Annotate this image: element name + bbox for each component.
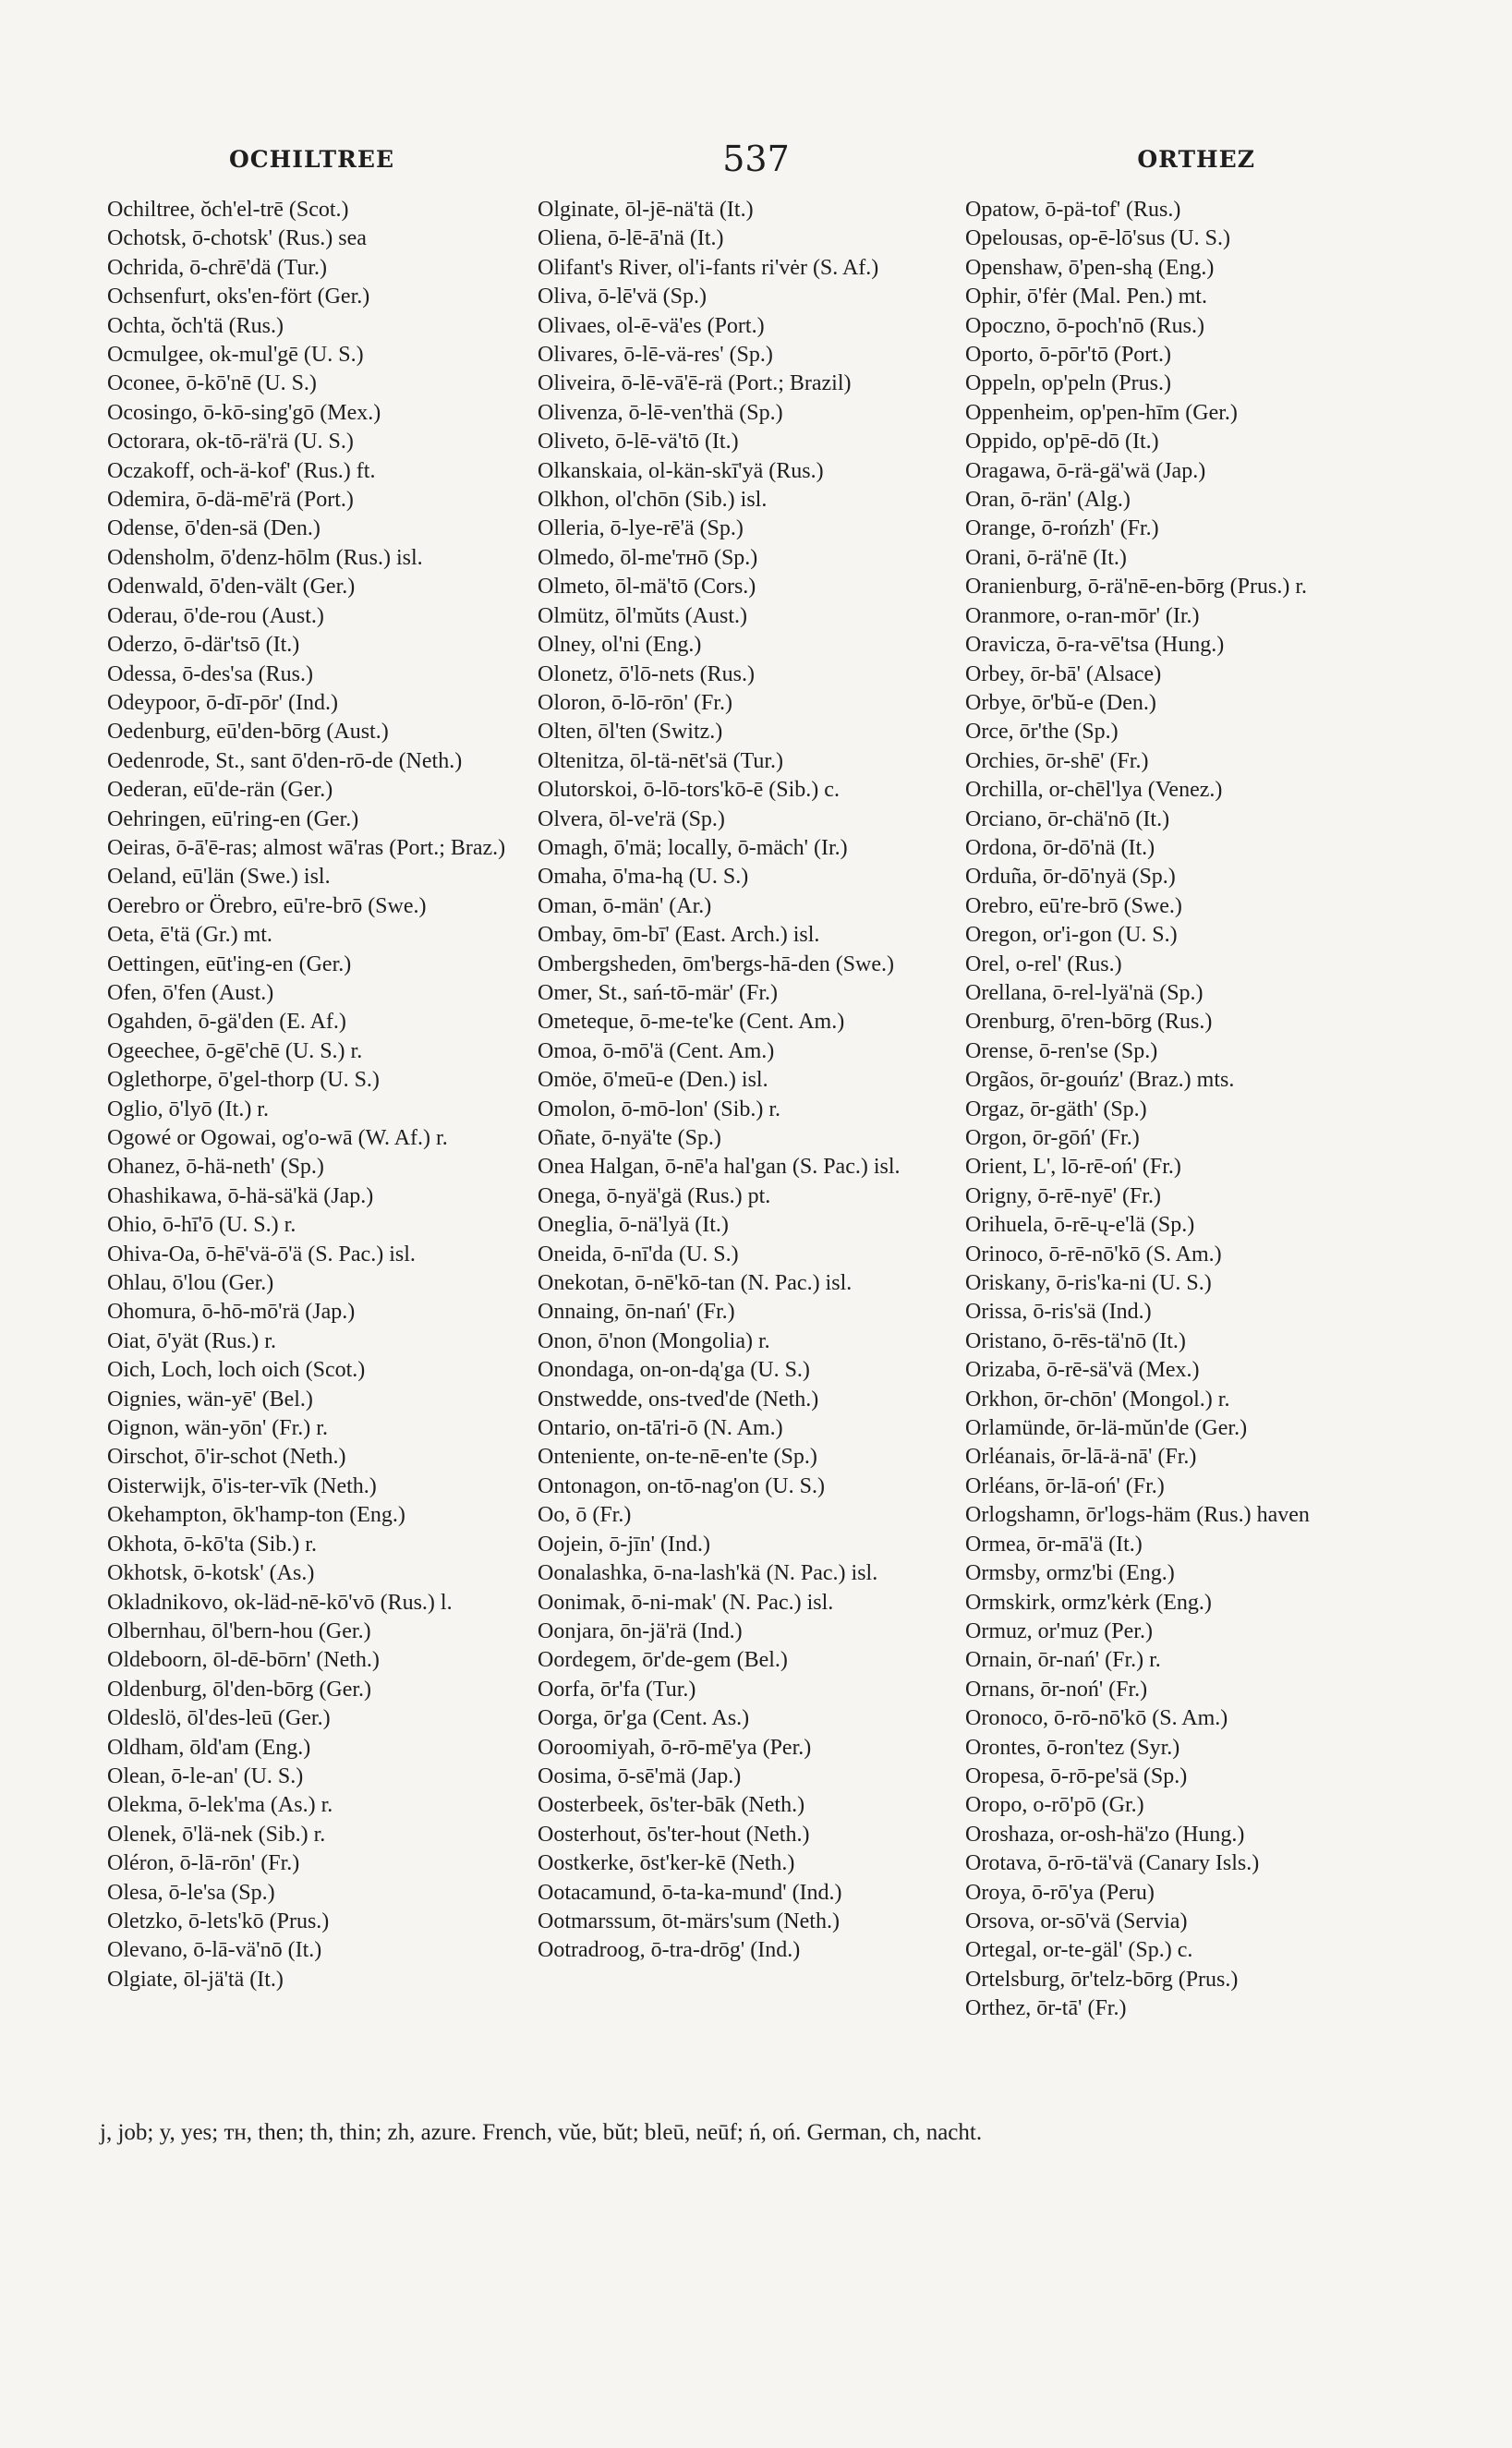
gazetteer-entry: Olmedo, ōl-me'ᴛʜō (Sp.) [538, 545, 758, 570]
gazetteer-entry: Ometeque, ō-me-te'ke (Cent. Am.) [538, 1010, 845, 1035]
gazetteer-entry: Ortelsburg, ōr'telz-bōrg (Prus.) [965, 1967, 1239, 1992]
gazetteer-entry: Oriskany, ō-ris'ka-ni (U. S.) [965, 1271, 1212, 1296]
gazetteer-entry: Orellana, ō-rel-lyä'nä (Sp.) [965, 980, 1204, 1005]
gazetteer-entry: Onon, ō'non (Mongolia) r. [538, 1328, 770, 1353]
gazetteer-entry: Oedenburg, eū'den-bōrg (Aust.) [107, 720, 389, 745]
gazetteer-entry: Oorga, ōr'ga (Cent. As.) [538, 1706, 750, 1731]
gazetteer-entry: Oñate, ō-nyä'te (Sp.) [538, 1126, 721, 1150]
gazetteer-entry: Oisterwijk, ō'is-ter-vīk (Neth.) [107, 1473, 377, 1498]
pronunciation-key: j, job; y, yes; ᴛʜ, then; th, thin; zh, azure. French, vŭe, bŭt; bleū, neūf; ń, oń. German, ch, nacht. [100, 2120, 983, 2145]
gazetteer-entry: Oman, ō-män' (Ar.) [538, 893, 712, 918]
entry-column-1 [107, 196, 506, 1994]
gazetteer-entry: Oletzko, ō-lets'kō (Prus.) [107, 1909, 330, 1933]
gazetteer-entry: Oignies, wän-yē' (Bel.) [107, 1387, 313, 1412]
gazetteer-entry: Odemira, ō-dä-mē'rä (Port.) [107, 488, 354, 513]
gazetteer-entry: Oropo, o-rō'pō (Gr.) [965, 1793, 1144, 1818]
gazetteer-entry: Orchilla, or-chēl'lya (Venez.) [965, 778, 1223, 803]
gazetteer-entry: Ohomura, ō-hō-mō'rä (Jap.) [107, 1300, 356, 1325]
gazetteer-entry: Olekma, ō-lek'ma (As.) r. [107, 1793, 333, 1818]
gazetteer-entry: Orbye, ōr'bŭ-e (Den.) [965, 690, 1156, 715]
gazetteer-entry: Orange, ō-rońzh' (Fr.) [965, 516, 1159, 541]
gazetteer-entry: Olivaes, ol-ē-vä'es (Port.) [538, 313, 765, 338]
gazetteer-entry: Orlogshamn, ōr'logs-häm (Rus.) haven [965, 1503, 1310, 1528]
gazetteer-entry: Openshaw, ō'pen-shą (Eng.) [965, 255, 1215, 280]
gazetteer-entry: Oordegem, ōr'de-gem (Bel.) [538, 1648, 788, 1673]
gazetteer-entry: Olten, ōl'ten (Switz.) [538, 720, 723, 745]
gazetteer-entry: Oirschot, ō'ir-schot (Neth.) [107, 1445, 346, 1470]
gazetteer-entry: Olifant's River, ol'i-fants ri'vėr (S. Af.) [538, 255, 879, 280]
gazetteer-entry: Olvera, ōl-ve'rä (Sp.) [538, 806, 725, 831]
gazetteer-entry: Olutorskoi, ō-lō-tors'kō-ē (Sib.) c. [538, 778, 840, 803]
gazetteer-entry: Orbey, ōr-bā' (Alsace) [965, 661, 1162, 686]
gazetteer-entry: Ogowé or Ogowai, og'o-wā (W. Af.) r. [107, 1126, 448, 1150]
gazetteer-entry: Ochotsk, ō-chotsk' (Rus.) sea [107, 226, 367, 251]
gazetteer-entry: Oporto, ō-pōr'tō (Port.) [965, 343, 1171, 368]
gazetteer-entry: Oltenitza, ōl-tä-nēt'sä (Tur.) [538, 748, 784, 773]
gazetteer-entry: Oonimak, ō-ni-mak' (N. Pac.) isl. [538, 1590, 834, 1615]
gazetteer-entry: Oeland, eū'län (Swe.) isl. [107, 865, 331, 890]
gazetteer-entry: Onega, ō-nyä'gä (Rus.) pt. [538, 1183, 771, 1208]
gazetteer-entry: Orgãos, ōr-gouńz' (Braz.) mts. [965, 1068, 1235, 1093]
gazetteer-entry: Orihuela, ō-rē-ų-e'lä (Sp.) [965, 1213, 1195, 1238]
gazetteer-entry: Ordona, ōr-dō'nä (It.) [965, 835, 1155, 860]
gazetteer-entry: Oliena, ō-lē-ā'nä (It.) [538, 226, 724, 251]
gazetteer-entry: Orgaz, ōr-gäth' (Sp.) [965, 1097, 1147, 1121]
gazetteer-entry: Orchies, ōr-shē' (Fr.) [965, 748, 1149, 773]
gazetteer-entry: Oristano, ō-rēs-tä'nō (It.) [965, 1328, 1186, 1353]
gazetteer-entry: Oldeboorn, ōl-dē-bōrn' (Neth.) [107, 1648, 380, 1673]
gazetteer-entry: Olbernhau, ōl'bern-hou (Ger.) [107, 1618, 371, 1643]
gazetteer-entry: Ohiva-Oa, ō-hē'vä-ō'ä (S. Pac.) isl. [107, 1242, 416, 1266]
gazetteer-entry: Ochsenfurt, oks'en-fört (Ger.) [107, 285, 370, 309]
gazetteer-entry: Ogeechee, ō-gē'chē (U. S.) r. [107, 1038, 363, 1063]
running-head-left: OCHILTREE [229, 146, 395, 173]
gazetteer-entry: Okehampton, ōk'hamp-ton (Eng.) [107, 1503, 405, 1528]
gazetteer-entry: Ohio, ō-hī'ō (U. S.) r. [107, 1213, 296, 1238]
gazetteer-entry: Orense, ō-ren'se (Sp.) [965, 1038, 1158, 1063]
entry-column-3 [965, 196, 1372, 2024]
gazetteer-entry: Orlamünde, ōr-lä-mŭn'de (Ger.) [965, 1416, 1248, 1441]
gazetteer-entry: Olkanskaia, ol-kän-skī'yä (Rus.) [538, 458, 824, 483]
gazetteer-entry: Odense, ō'den-sä (Den.) [107, 516, 321, 541]
gazetteer-entry: Ohashikawa, ō-hä-sä'kä (Jap.) [107, 1183, 374, 1208]
gazetteer-entry: Olivenza, ō-lē-ven'thä (Sp.) [538, 400, 783, 425]
gazetteer-entry: Ootmarssum, ōt-märs'sum (Neth.) [538, 1909, 840, 1933]
gazetteer-entry: Origny, ō-rē-nyē' (Fr.) [965, 1183, 1162, 1208]
gazetteer-entry: Orotava, ō-rō-tä'vä (Canary Isls.) [965, 1851, 1260, 1876]
gazetteer-entry: Oroya, ō-rō'ya (Peru) [965, 1880, 1155, 1905]
gazetteer-entry: Oliva, ō-lē'vä (Sp.) [538, 285, 707, 309]
gazetteer-entry: Olivares, ō-lē-vä-res' (Sp.) [538, 343, 773, 368]
gazetteer-entry: Orduña, ōr-dō'nyä (Sp.) [965, 865, 1176, 890]
gazetteer-entry: Oglethorpe, ō'gel-thorp (U. S.) [107, 1068, 380, 1093]
gazetteer-entry: Oldeslö, ōl'des-leū (Ger.) [107, 1706, 331, 1731]
gazetteer-entry: Onekotan, ō-nē'kō-tan (N. Pac.) isl. [538, 1271, 853, 1296]
gazetteer-entry: Oostkerke, ōst'ker-kē (Neth.) [538, 1851, 795, 1876]
gazetteer-entry: Olney, ol'ni (Eng.) [538, 633, 702, 658]
gazetteer-entry: Omolon, ō-mō-lon' (Sib.) r. [538, 1097, 780, 1121]
gazetteer-entry: Oneida, ō-nī'da (U. S.) [538, 1242, 739, 1266]
gazetteer-entry: Ohlau, ō'lou (Ger.) [107, 1271, 274, 1296]
gazetteer-entry: Oojein, ō-jīn' (Ind.) [538, 1532, 710, 1557]
gazetteer-entry: Oiat, ō'yät (Rus.) r. [107, 1328, 276, 1353]
gazetteer-entry: Oosima, ō-sē'mä (Jap.) [538, 1763, 742, 1788]
gazetteer-entry: Ootacamund, ō-ta-ka-mund' (Ind.) [538, 1880, 842, 1905]
gazetteer-entry: Omoa, ō-mō'ä (Cent. Am.) [538, 1038, 775, 1063]
gazetteer-entry: Oorfa, ōr'fa (Tur.) [538, 1677, 696, 1702]
gazetteer-entry: Oederan, eū'de-rän (Ger.) [107, 778, 333, 803]
gazetteer-entry: Orontes, ō-ron'tez (Syr.) [965, 1735, 1180, 1760]
gazetteer-entry: Olmütz, ōl'mŭts (Aust.) [538, 603, 747, 628]
gazetteer-entry: Olesa, ō-le'sa (Sp.) [107, 1880, 275, 1905]
gazetteer-entry: Onea Halgan, ō-nē'a hal'gan (S. Pac.) isl. [538, 1155, 901, 1180]
gazetteer-entry: Onnaing, ōn-nań' (Fr.) [538, 1300, 735, 1325]
gazetteer-entry: Orebro, eū're-brō (Swe.) [965, 893, 1182, 918]
gazetteer-entry: Orient, L', lō-rē-oń' (Fr.) [965, 1155, 1181, 1180]
gazetteer-entry: Oran, ō-rän' (Alg.) [965, 488, 1131, 513]
gazetteer-entry: Oravicza, ō-ra-vē'tsa (Hung.) [965, 633, 1225, 658]
page-header [92, 139, 1420, 194]
gazetteer-entry: Olginate, ōl-jē-nä'tä (It.) [538, 198, 754, 222]
gazetteer-entry: Oosterhout, ōs'ter-hout (Neth.) [538, 1822, 810, 1847]
gazetteer-entry: Orenburg, ō'ren-bōrg (Rus.) [965, 1010, 1213, 1035]
gazetteer-entry: Oglio, ō'lyō (It.) r. [107, 1097, 269, 1121]
gazetteer-entry: Ormea, ōr-mā'ä (It.) [965, 1532, 1143, 1557]
gazetteer-entry: Octorara, ok-tō-rä'rä (U. S.) [107, 430, 354, 454]
gazetteer-entry: Oregon, or'i-gon (U. S.) [965, 923, 1178, 948]
gazetteer-entry: Ochta, ŏch'tä (Rus.) [107, 313, 284, 338]
gazetteer-entry: Opelousas, op-ē-lō'sus (U. S.) [965, 226, 1230, 251]
gazetteer-entry: Oldham, ōld'am (Eng.) [107, 1735, 311, 1760]
gazetteer-entry: Oeiras, ō-ā'ē-ras; almost wā'ras (Port.; Braz.) [107, 835, 506, 860]
gazetteer-entry: Orsova, or-sō'vä (Servia) [965, 1909, 1188, 1933]
gazetteer-entry: Ormskirk, ormz'kėrk (Eng.) [965, 1590, 1212, 1615]
gazetteer-entry: Olonetz, ō'lō-nets (Rus.) [538, 661, 755, 686]
gazetteer-entry: Orgon, ōr-gōń' (Fr.) [965, 1126, 1140, 1150]
gazetteer-entry: Oldenburg, ōl'den-bōrg (Ger.) [107, 1677, 372, 1702]
gazetteer-entry: Oppido, op'pē-dō (It.) [965, 430, 1159, 454]
gazetteer-entry: Oranmore, o-ran-mōr' (Ir.) [965, 603, 1200, 628]
gazetteer-entry: Ophir, ō'fėr (Mal. Pen.) mt. [965, 285, 1207, 309]
gazetteer-entry: Onteniente, on-te-nē-en'te (Sp.) [538, 1445, 817, 1470]
gazetteer-entry: Okladnikovo, ok-läd-nē-kō'vō (Rus.) l. [107, 1590, 453, 1615]
gazetteer-entry: Oneglia, ō-nä'lyä (It.) [538, 1213, 729, 1238]
gazetteer-entry: Orinoco, ō-rē-nō'kō (S. Am.) [965, 1242, 1222, 1266]
gazetteer-entry: Ombergsheden, ōm'bergs-hā-den (Swe.) [538, 951, 895, 976]
gazetteer-entry: Orciano, ōr-chä'nō (It.) [965, 806, 1170, 831]
gazetteer-entry: Odeypoor, ō-dī-pōr' (Ind.) [107, 690, 338, 715]
gazetteer-entry: Ornans, ōr-noń' (Fr.) [965, 1677, 1148, 1702]
gazetteer-entry: Oettingen, eūt'ing-en (Ger.) [107, 951, 352, 976]
gazetteer-entry: Oliveto, ō-lē-vä'tō (It.) [538, 430, 739, 454]
gazetteer-entry: Oppenheim, op'pen-hīm (Ger.) [965, 400, 1238, 425]
gazetteer-entry: Odessa, ō-des'sa (Rus.) [107, 661, 313, 686]
running-head-right: ORTHEZ [1137, 146, 1255, 173]
gazetteer-entry: Oich, Loch, loch oich (Scot.) [107, 1358, 366, 1383]
gazetteer-entry: Opatow, ō-pä-tof' (Rus.) [965, 198, 1181, 222]
gazetteer-entry: Oloron, ō-lō-rōn' (Fr.) [538, 690, 732, 715]
gazetteer-entry: Olleria, ō-lye-rē'ä (Sp.) [538, 516, 744, 541]
gazetteer-entry: Oerebro or Örebro, eū're-brō (Swe.) [107, 893, 427, 918]
gazetteer-entry: Ogahden, ō-gä'den (E. Af.) [107, 1010, 346, 1035]
gazetteer-entry: Oonalashka, ō-na-lash'kä (N. Pac.) isl. [538, 1561, 878, 1586]
gazetteer-entry: Onstwedde, ons-tved'de (Neth.) [538, 1387, 819, 1412]
gazetteer-entry: Ontonagon, on-tō-nag'on (U. S.) [538, 1473, 825, 1498]
gazetteer-entry: Ootradroog, ō-tra-drōg' (Ind.) [538, 1938, 801, 1963]
gazetteer-entry: Ormuz, or'muz (Per.) [965, 1618, 1153, 1643]
gazetteer-entry: Oroshaza, or-osh-hä'zo (Hung.) [965, 1822, 1245, 1847]
gazetteer-entry: Oo, ō (Fr.) [538, 1503, 632, 1528]
gazetteer-entry: Orkhon, ōr-chōn' (Mongol.) r. [965, 1387, 1230, 1412]
gazetteer-entry: Oppeln, op'peln (Prus.) [965, 371, 1171, 396]
gazetteer-entry: Oonjara, ōn-jä'rä (Ind.) [538, 1618, 743, 1643]
gazetteer-entry: Omer, St., sań-tō-mär' (Fr.) [538, 980, 778, 1005]
gazetteer-entry: Ombay, ōm-bī' (East. Arch.) isl. [538, 923, 820, 948]
page-number: 537 [722, 139, 790, 179]
gazetteer-entry: Orce, ōr'the (Sp.) [965, 720, 1119, 745]
entry-column-2 [538, 196, 937, 1966]
gazetteer-entry: Oeta, ē'tä (Gr.) mt. [107, 923, 272, 948]
gazetteer-entry: Orani, ō-rä'nē (It.) [965, 545, 1127, 570]
gazetteer-entry: Oderzo, ō-där'tsō (It.) [107, 633, 300, 658]
gazetteer-entry: Ocmulgee, ok-mul'gē (U. S.) [107, 343, 364, 368]
gazetteer-entry: Oropesa, ō-rō-pe'sä (Sp.) [965, 1763, 1188, 1788]
gazetteer-entry: Orléanais, ōr-lā-ä-nā' (Fr.) [965, 1445, 1197, 1470]
gazetteer-entry: Ortegal, or-te-gäl' (Sp.) c. [965, 1938, 1193, 1963]
gazetteer-entry: Oléron, ō-lā-rōn' (Fr.) [107, 1851, 300, 1876]
gazetteer-entry: Onondaga, on-on-dą'ga (U. S.) [538, 1358, 810, 1383]
gazetteer-entry: Olmeto, ōl-mä'tō (Cors.) [538, 575, 756, 600]
gazetteer-entry: Oronoco, ō-rō-nō'kō (S. Am.) [965, 1706, 1228, 1731]
gazetteer-entry: Orel, o-rel' (Rus.) [965, 951, 1122, 976]
gazetteer-entry: Ornain, ōr-nań' (Fr.) r. [965, 1648, 1161, 1673]
gazetteer-entry: Ocosingo, ō-kō-sing'gō (Mex.) [107, 400, 381, 425]
gazetteer-entry: Ohanez, ō-hä-neth' (Sp.) [107, 1155, 324, 1180]
gazetteer-entry: Omöe, ō'meū-e (Den.) isl. [538, 1068, 768, 1093]
gazetteer-entry: Ormsby, ormz'bi (Eng.) [965, 1561, 1175, 1586]
gazetteer-entry: Oliveira, ō-lē-vā'ē-rä (Port.; Brazil) [538, 371, 852, 396]
gazetteer-entry: Ochrida, ō-chrē'dä (Tur.) [107, 255, 328, 280]
gazetteer-entry: Olevano, ō-lā-vä'nō (It.) [107, 1938, 322, 1963]
gazetteer-entry: Oczakoff, och-ä-kof' (Rus.) ft. [107, 458, 376, 483]
gazetteer-entry: Orizaba, ō-rē-sä'vä (Mex.) [965, 1358, 1200, 1383]
gazetteer-entry: Orthez, ōr-tā' (Fr.) [965, 1996, 1127, 2021]
gazetteer-entry: Oranienburg, ō-rä'nē-en-bōrg (Prus.) r. [965, 575, 1307, 600]
gazetteer-entry: Opoczno, ō-poch'nō (Rus.) [965, 313, 1204, 338]
gazetteer-entry: Olkhon, ol'chōn (Sib.) isl. [538, 488, 768, 513]
gazetteer-entry: Ofen, ō'fen (Aust.) [107, 980, 274, 1005]
gazetteer-entry: Odensholm, ō'denz-hōlm (Rus.) isl. [107, 545, 423, 570]
gazetteer-entry: Oedenrode, St., sant ō'den-rō-de (Neth.) [107, 748, 463, 773]
gazetteer-entry: Orissa, ō-ris'sä (Ind.) [965, 1300, 1152, 1325]
gazetteer-entry: Omagh, ō'mä; locally, ō-mäch' (Ir.) [538, 835, 848, 860]
gazetteer-entry: Oosterbeek, ōs'ter-bāk (Neth.) [538, 1793, 805, 1818]
gazetteer-entry: Oehringen, eū'ring-en (Ger.) [107, 806, 359, 831]
gazetteer-entry: Oderau, ō'de-rou (Aust.) [107, 603, 324, 628]
gazetteer-entry: Oconee, ō-kō'nē (U. S.) [107, 371, 317, 396]
gazetteer-entry: Olenek, ō'lä-nek (Sib.) r. [107, 1822, 326, 1847]
gazetteer-entry: Olgiate, ōl-jä'tä (It.) [107, 1967, 284, 1992]
gazetteer-entry: Odenwald, ō'den-vält (Ger.) [107, 575, 356, 600]
gazetteer-entry: Okhota, ō-kō'ta (Sib.) r. [107, 1532, 317, 1557]
gazetteer-entry: Omaha, ō'ma-hą (U. S.) [538, 865, 749, 890]
gazetteer-entry: Orléans, ōr-lā-oń' (Fr.) [965, 1473, 1165, 1498]
gazetteer-entry: Ooroomiyah, ō-rō-mē'ya (Per.) [538, 1735, 812, 1760]
gazetteer-entry: Okhotsk, ō-kotsk' (As.) [107, 1561, 315, 1586]
gazetteer-entry: Ochiltree, ŏch'el-trē (Scot.) [107, 198, 349, 222]
gazetteer-entry: Olean, ō-le-an' (U. S.) [107, 1763, 304, 1788]
gazetteer-entry: Oignon, wän-yōn' (Fr.) r. [107, 1416, 328, 1441]
gazetteer-entry: Ontario, on-tā'ri-ō (N. Am.) [538, 1416, 783, 1441]
gazetteer-entry: Oragawa, ō-rä-gä'wä (Jap.) [965, 458, 1206, 483]
